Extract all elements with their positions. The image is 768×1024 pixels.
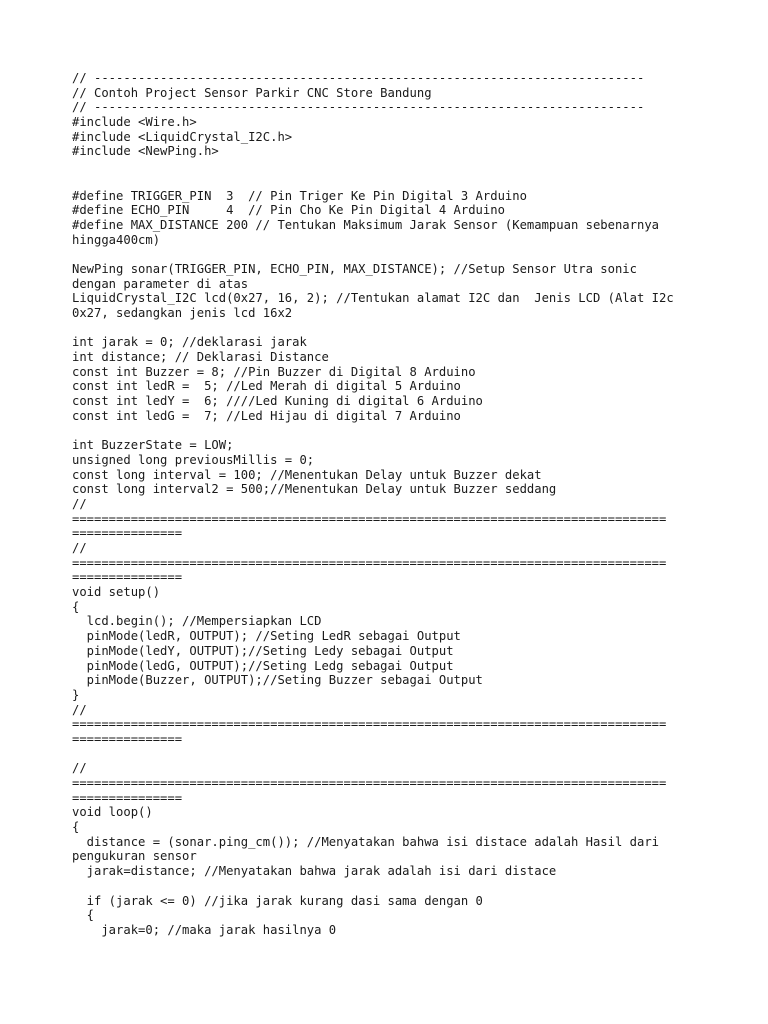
code-line: =============== (72, 570, 183, 585)
code-line: 0x27, sedangkan jenis lcd 16x2 (72, 306, 293, 320)
code-line (72, 747, 702, 762)
code-listing (72, 71, 702, 938)
code-line: #define TRIGGER_PIN 3 // Pin Triger Ke Pin Digital 3 Arduino (72, 188, 527, 203)
code-line: unsigned long previousMillis = 0; (72, 452, 315, 467)
code-line: const long interval2 = 500;//Menentukan Delay untuk Buzzer seddang (72, 482, 557, 497)
code-line: { (72, 908, 95, 923)
code-line: pinMode(Buzzer, OUTPUT);//Seting Buzzer sebagai Output (72, 673, 483, 688)
code-line: ================================================================================= (72, 511, 667, 526)
code-line (72, 159, 702, 174)
code-line: jarak=distance; //Menyatakan bahwa jarak adalah isi dari distace (72, 864, 557, 879)
code-line: const int Buzzer = 8; //Pin Buzzer di Digital 8 Arduino (72, 364, 476, 379)
code-line: // (72, 496, 87, 511)
code-line: void setup() (72, 585, 161, 600)
code-line: // (72, 761, 87, 776)
code-line: // --------------------------------------------------------------------------- (72, 71, 645, 85)
code-line: const int ledR = 5; //Led Merah di digital 5 Arduino (72, 379, 461, 394)
code-line: ================================================================================= (72, 776, 667, 790)
code-line: pengukuran sensor (72, 849, 197, 864)
code-line: { (72, 599, 80, 614)
code-line: =============== (72, 731, 183, 746)
code-line: // (72, 541, 87, 555)
code-line: NewPing sonar(TRIGGER_PIN, ECHO_PIN, MAX_DISTANCE); //Setup Sensor Utra sonic (72, 261, 637, 276)
code-line: dengan parameter di atas (72, 276, 249, 291)
code-line: hingga400cm) (72, 232, 161, 247)
code-line: =============== (72, 790, 183, 805)
code-line: lcd.begin(); //Mempersiapkan LCD (72, 614, 322, 629)
code-line: pinMode(ledG, OUTPUT);//Seting Ledg sebagai Output (72, 658, 454, 673)
code-line: // (72, 702, 87, 717)
code-line (72, 247, 702, 262)
code-line (72, 174, 702, 189)
code-line: // --------------------------------------------------------------------------- (72, 100, 645, 115)
code-line: =============== (72, 526, 183, 541)
code-line (72, 879, 702, 894)
code-line: int BuzzerState = LOW; (72, 438, 234, 453)
code-line: #include <NewPing.h> (72, 144, 219, 159)
code-line: LiquidCrystal_I2C lcd(0x27, 16, 2); //Tentukan alamat I2C dan Jenis LCD (Alat I2c (72, 291, 674, 306)
code-line: #define ECHO_PIN 4 // Pin Cho Ke Pin Digital 4 Arduino (72, 203, 505, 218)
code-line: void loop() (72, 805, 153, 820)
code-line: pinMode(ledY, OUTPUT);//Seting Ledy sebagai Output (72, 643, 454, 658)
code-line: ================================================================================= (72, 555, 667, 570)
code-line: const int ledY = 6; ////Led Kuning di digital 6 Arduino (72, 394, 483, 409)
code-line: const int ledG = 7; //Led Hijau di digital 7 Arduino (72, 408, 461, 423)
code-line: int distance; // Deklarasi Distance (72, 350, 329, 365)
code-line: } (72, 687, 80, 702)
code-line: // Contoh Project Sensor Parkir CNC Store Bandung (72, 85, 432, 100)
code-line (72, 424, 702, 439)
code-line: const long interval = 100; //Menentukan Delay untuk Buzzer dekat (72, 467, 542, 482)
code-line: if (jarak <= 0) //jika jarak kurang dasi sama dengan 0 (72, 893, 483, 908)
code-line: #include <LiquidCrystal_I2C.h> (72, 129, 293, 144)
code-line: ================================================================================= (72, 717, 667, 732)
code-line (72, 321, 702, 336)
code-line: { (72, 820, 80, 835)
code-line: #define MAX_DISTANCE 200 // Tentukan Maksimum Jarak Sensor (Kemampuan sebenarnya (72, 217, 659, 232)
code-line: int jarak = 0; //deklarasi jarak (72, 335, 307, 350)
code-line: distance = (sonar.ping_cm()); //Menyatakan bahwa isi distace adalah Hasil dari (72, 834, 659, 849)
code-line: pinMode(ledR, OUTPUT); //Seting LedR sebagai Output (72, 629, 461, 644)
code-line: #include <Wire.h> (72, 115, 197, 130)
code-line: jarak=0; //maka jarak hasilnya 0 (72, 922, 337, 937)
